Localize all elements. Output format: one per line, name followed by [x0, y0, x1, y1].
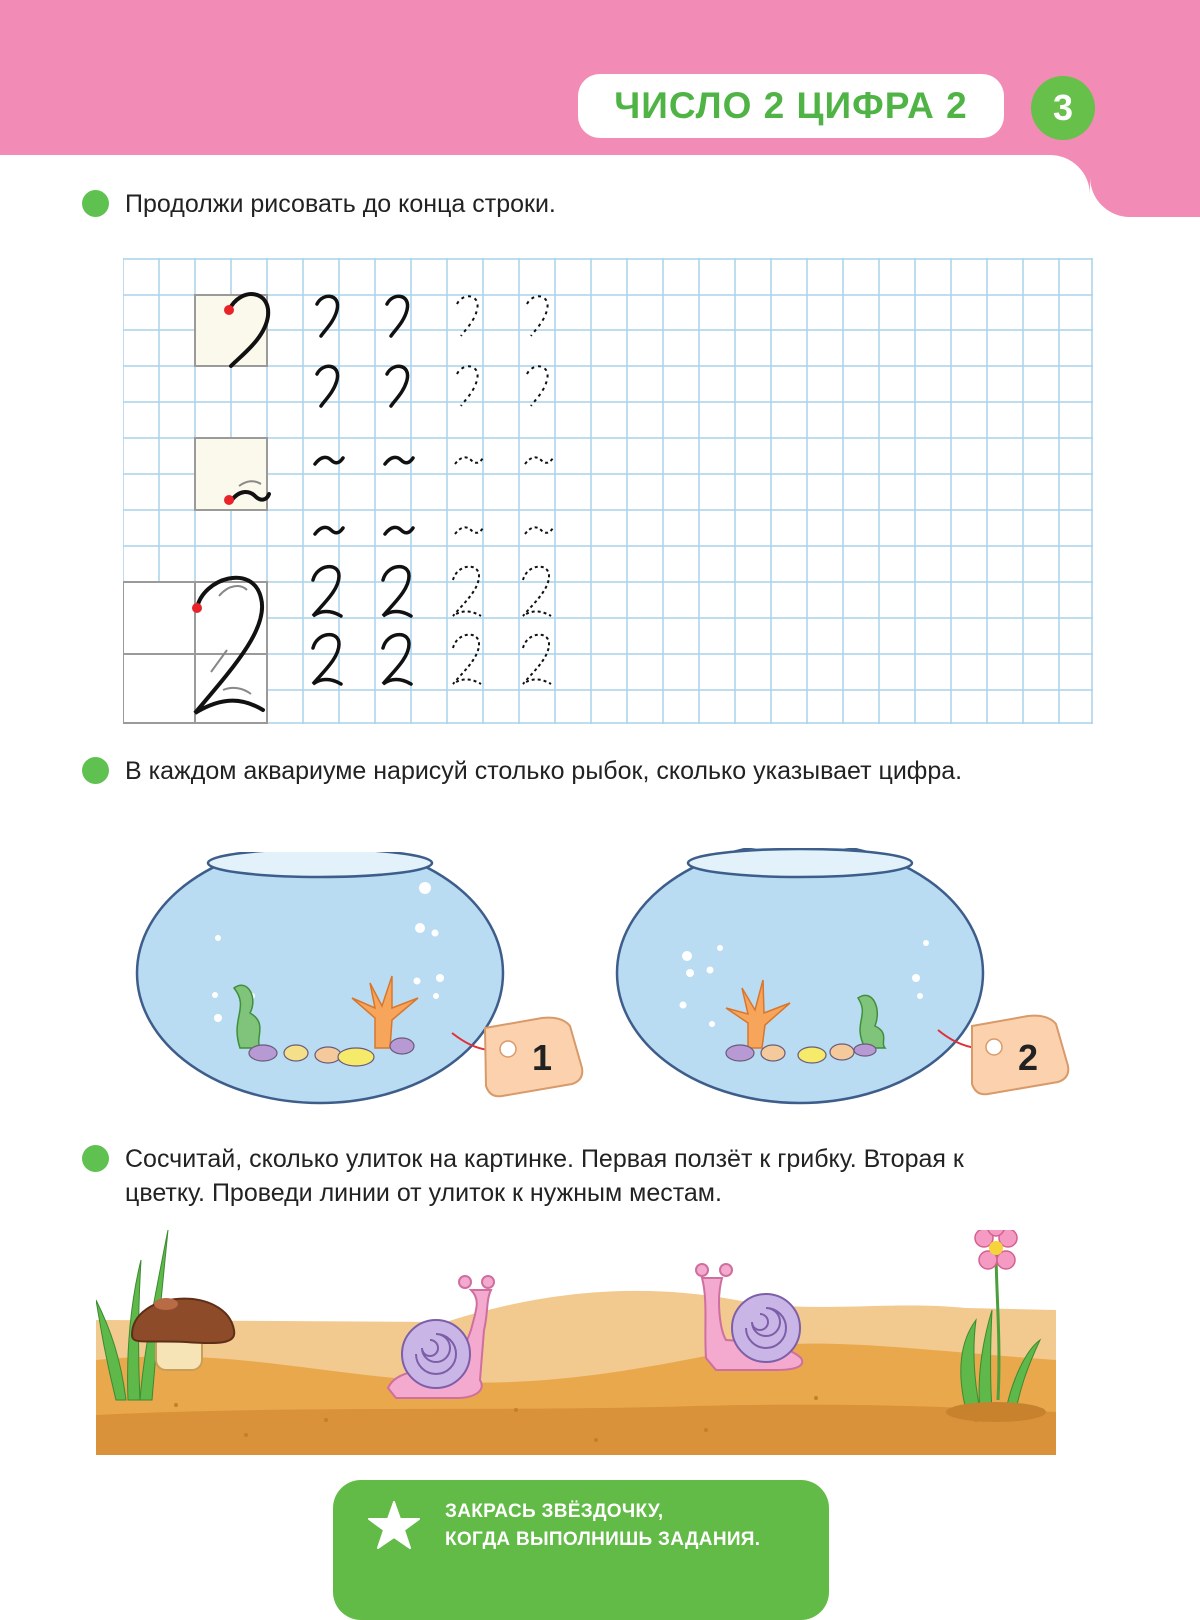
footer-line-1: ЗАКРАСЬ ЗВЁЗДОЧКУ,	[445, 1501, 664, 1522]
task-bullet-icon	[82, 1145, 109, 1172]
footer-line-2: КОГДА ВЫПОЛНИШЬ ЗАДАНИЯ.	[445, 1529, 761, 1550]
task-1	[82, 187, 556, 221]
aquarium-tag-1: 1	[531, 1037, 553, 1078]
page-number-badge: 3	[1031, 76, 1095, 140]
task-3-text: Сосчитай, сколько улиток на картинке. Первая ползёт к грибку. Вторая к цветку. Проведи линии от улиток к нужным местам.	[125, 1145, 964, 1207]
task-bullet-icon	[82, 190, 109, 217]
page-title: ЧИСЛО 2 ЦИФРА 2	[614, 85, 968, 126]
task-bullet-icon	[82, 757, 109, 784]
aquariums-illustration	[130, 848, 1110, 1108]
footer-banner	[333, 1480, 829, 1620]
aquarium-tag-2: 2	[1017, 1037, 1039, 1078]
snail-2[interactable]	[696, 1264, 802, 1370]
task-3	[82, 1142, 1022, 1210]
footer-text	[445, 1498, 760, 1554]
task-1-text: Продолжи рисовать до конца строки.	[125, 190, 556, 218]
header-notch	[1050, 155, 1090, 195]
header-tab	[1090, 155, 1200, 217]
aquarium-bowl-2[interactable]	[617, 848, 983, 1103]
task-2-text: В каждом аквариуме нарисуй столько рыбок, сколько указывает цифра.	[125, 757, 963, 785]
task-2	[82, 754, 982, 788]
snails-scene[interactable]	[96, 1230, 1124, 1455]
star-icon[interactable]	[367, 1500, 421, 1552]
writing-grid[interactable]	[123, 258, 1093, 724]
title-pill	[578, 74, 1004, 138]
aquarium-bowl-1[interactable]	[130, 848, 510, 1103]
